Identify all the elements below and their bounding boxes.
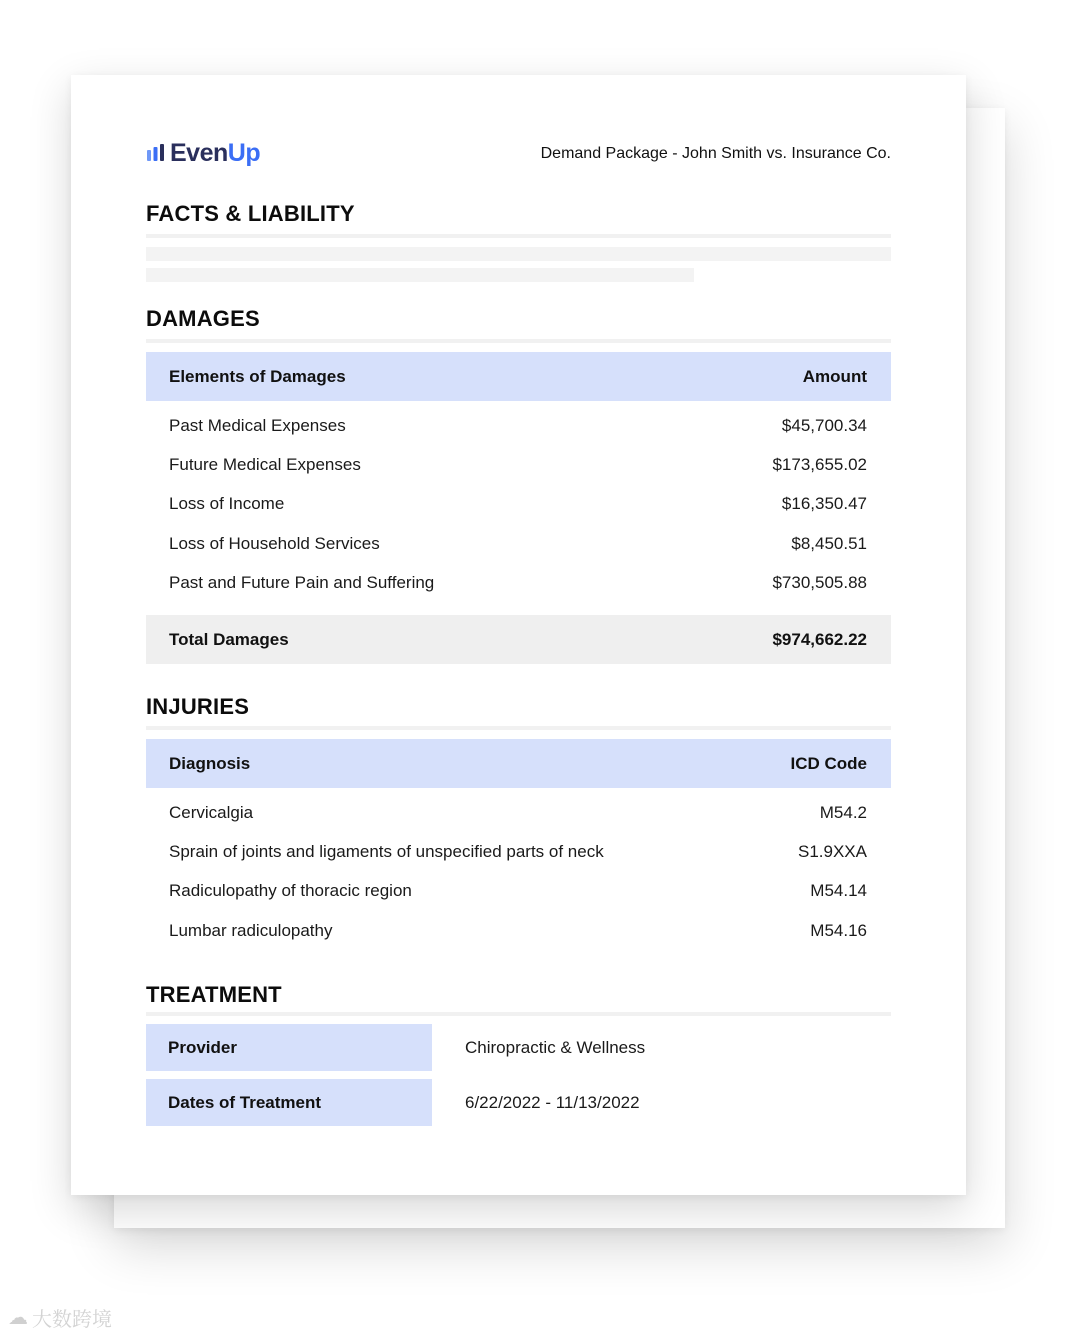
damages-col-amount: Amount <box>802 366 867 386</box>
evenup-logo <box>146 137 260 169</box>
injuries-col-icd-code: ICD Code <box>790 753 867 773</box>
total-damages-label: Total Damages <box>169 629 289 649</box>
injury-icd-code: M54.16 <box>810 920 867 940</box>
evenup-logo-icon <box>146 143 166 163</box>
injury-diagnosis: Cervicalgia <box>169 802 254 822</box>
damages-table-header <box>146 352 891 401</box>
injury-icd-code: M54.2 <box>819 802 867 822</box>
facts-divider <box>146 234 891 238</box>
dates-of-treatment-value: 6/22/2022 - 11/13/2022 <box>465 1092 640 1112</box>
damages-heading: DAMAGES <box>146 306 260 331</box>
facts-liability-heading: FACTS & LIABILITY <box>146 201 355 226</box>
treatment-divider <box>146 1012 891 1016</box>
treatment-heading: TREATMENT <box>146 982 282 1007</box>
logo-text-up: Up <box>227 138 261 167</box>
total-damages-row <box>146 615 891 664</box>
injury-icd-code: S1.9XXA <box>798 842 867 862</box>
damages-row <box>146 485 891 524</box>
dates-of-treatment-label: Dates of Treatment <box>146 1079 432 1126</box>
document-page <box>71 75 966 1195</box>
logo-text-even: Even <box>170 138 228 167</box>
provider-value: Chiropractic & Wellness <box>465 1037 646 1057</box>
injury-icd-code: M54.14 <box>810 881 867 901</box>
damages-table-body <box>146 406 891 603</box>
total-damages-value: $974,662.22 <box>772 629 867 649</box>
injuries-col-diagnosis: Diagnosis <box>169 753 251 773</box>
injury-diagnosis: Lumbar radiculopathy <box>169 920 333 940</box>
watermark <box>8 1303 112 1332</box>
injuries-table-body <box>146 793 891 951</box>
damages-row <box>146 445 891 484</box>
injuries-table-header <box>146 739 891 788</box>
damages-row-label: Loss of Household Services <box>169 533 380 553</box>
damages-row-amount: $173,655.02 <box>772 455 867 475</box>
injury-row <box>146 872 891 911</box>
damages-row-label: Past Medical Expenses <box>169 415 346 435</box>
text-placeholder-line <box>146 268 694 282</box>
injury-row <box>146 911 891 950</box>
damages-row-amount: $16,350.47 <box>781 494 867 514</box>
damages-row <box>146 524 891 563</box>
damages-divider <box>146 339 891 343</box>
injury-diagnosis: Sprain of joints and ligaments of unspecified parts of neck <box>169 842 604 862</box>
damages-row-label: Loss of Income <box>169 494 285 514</box>
logo-wordmark <box>170 139 260 168</box>
watermark-text: 大数跨境 <box>32 1309 112 1331</box>
damages-row <box>146 564 891 603</box>
damages-row-amount: $730,505.88 <box>772 573 867 593</box>
text-placeholder-line <box>146 247 891 261</box>
damages-row-amount: $45,700.34 <box>781 415 867 435</box>
injury-row <box>146 832 891 871</box>
damages-row-label: Future Medical Expenses <box>169 455 361 475</box>
provider-label: Provider <box>146 1024 432 1071</box>
cloud-logo-icon: ☁ <box>8 1307 28 1329</box>
injury-row <box>146 793 891 832</box>
injury-diagnosis: Radiculopathy of thoracic region <box>169 881 412 901</box>
damages-row-label: Past and Future Pain and Suffering <box>169 573 435 593</box>
damages-row-amount: $8,450.51 <box>791 533 867 553</box>
injuries-heading: INJURIES <box>146 694 250 719</box>
damages-row <box>146 406 891 445</box>
injuries-divider <box>146 726 891 730</box>
document-title: Demand Package - John Smith vs. Insurance Co. <box>540 145 891 162</box>
damages-col-elements: Elements of Damages <box>169 366 346 386</box>
